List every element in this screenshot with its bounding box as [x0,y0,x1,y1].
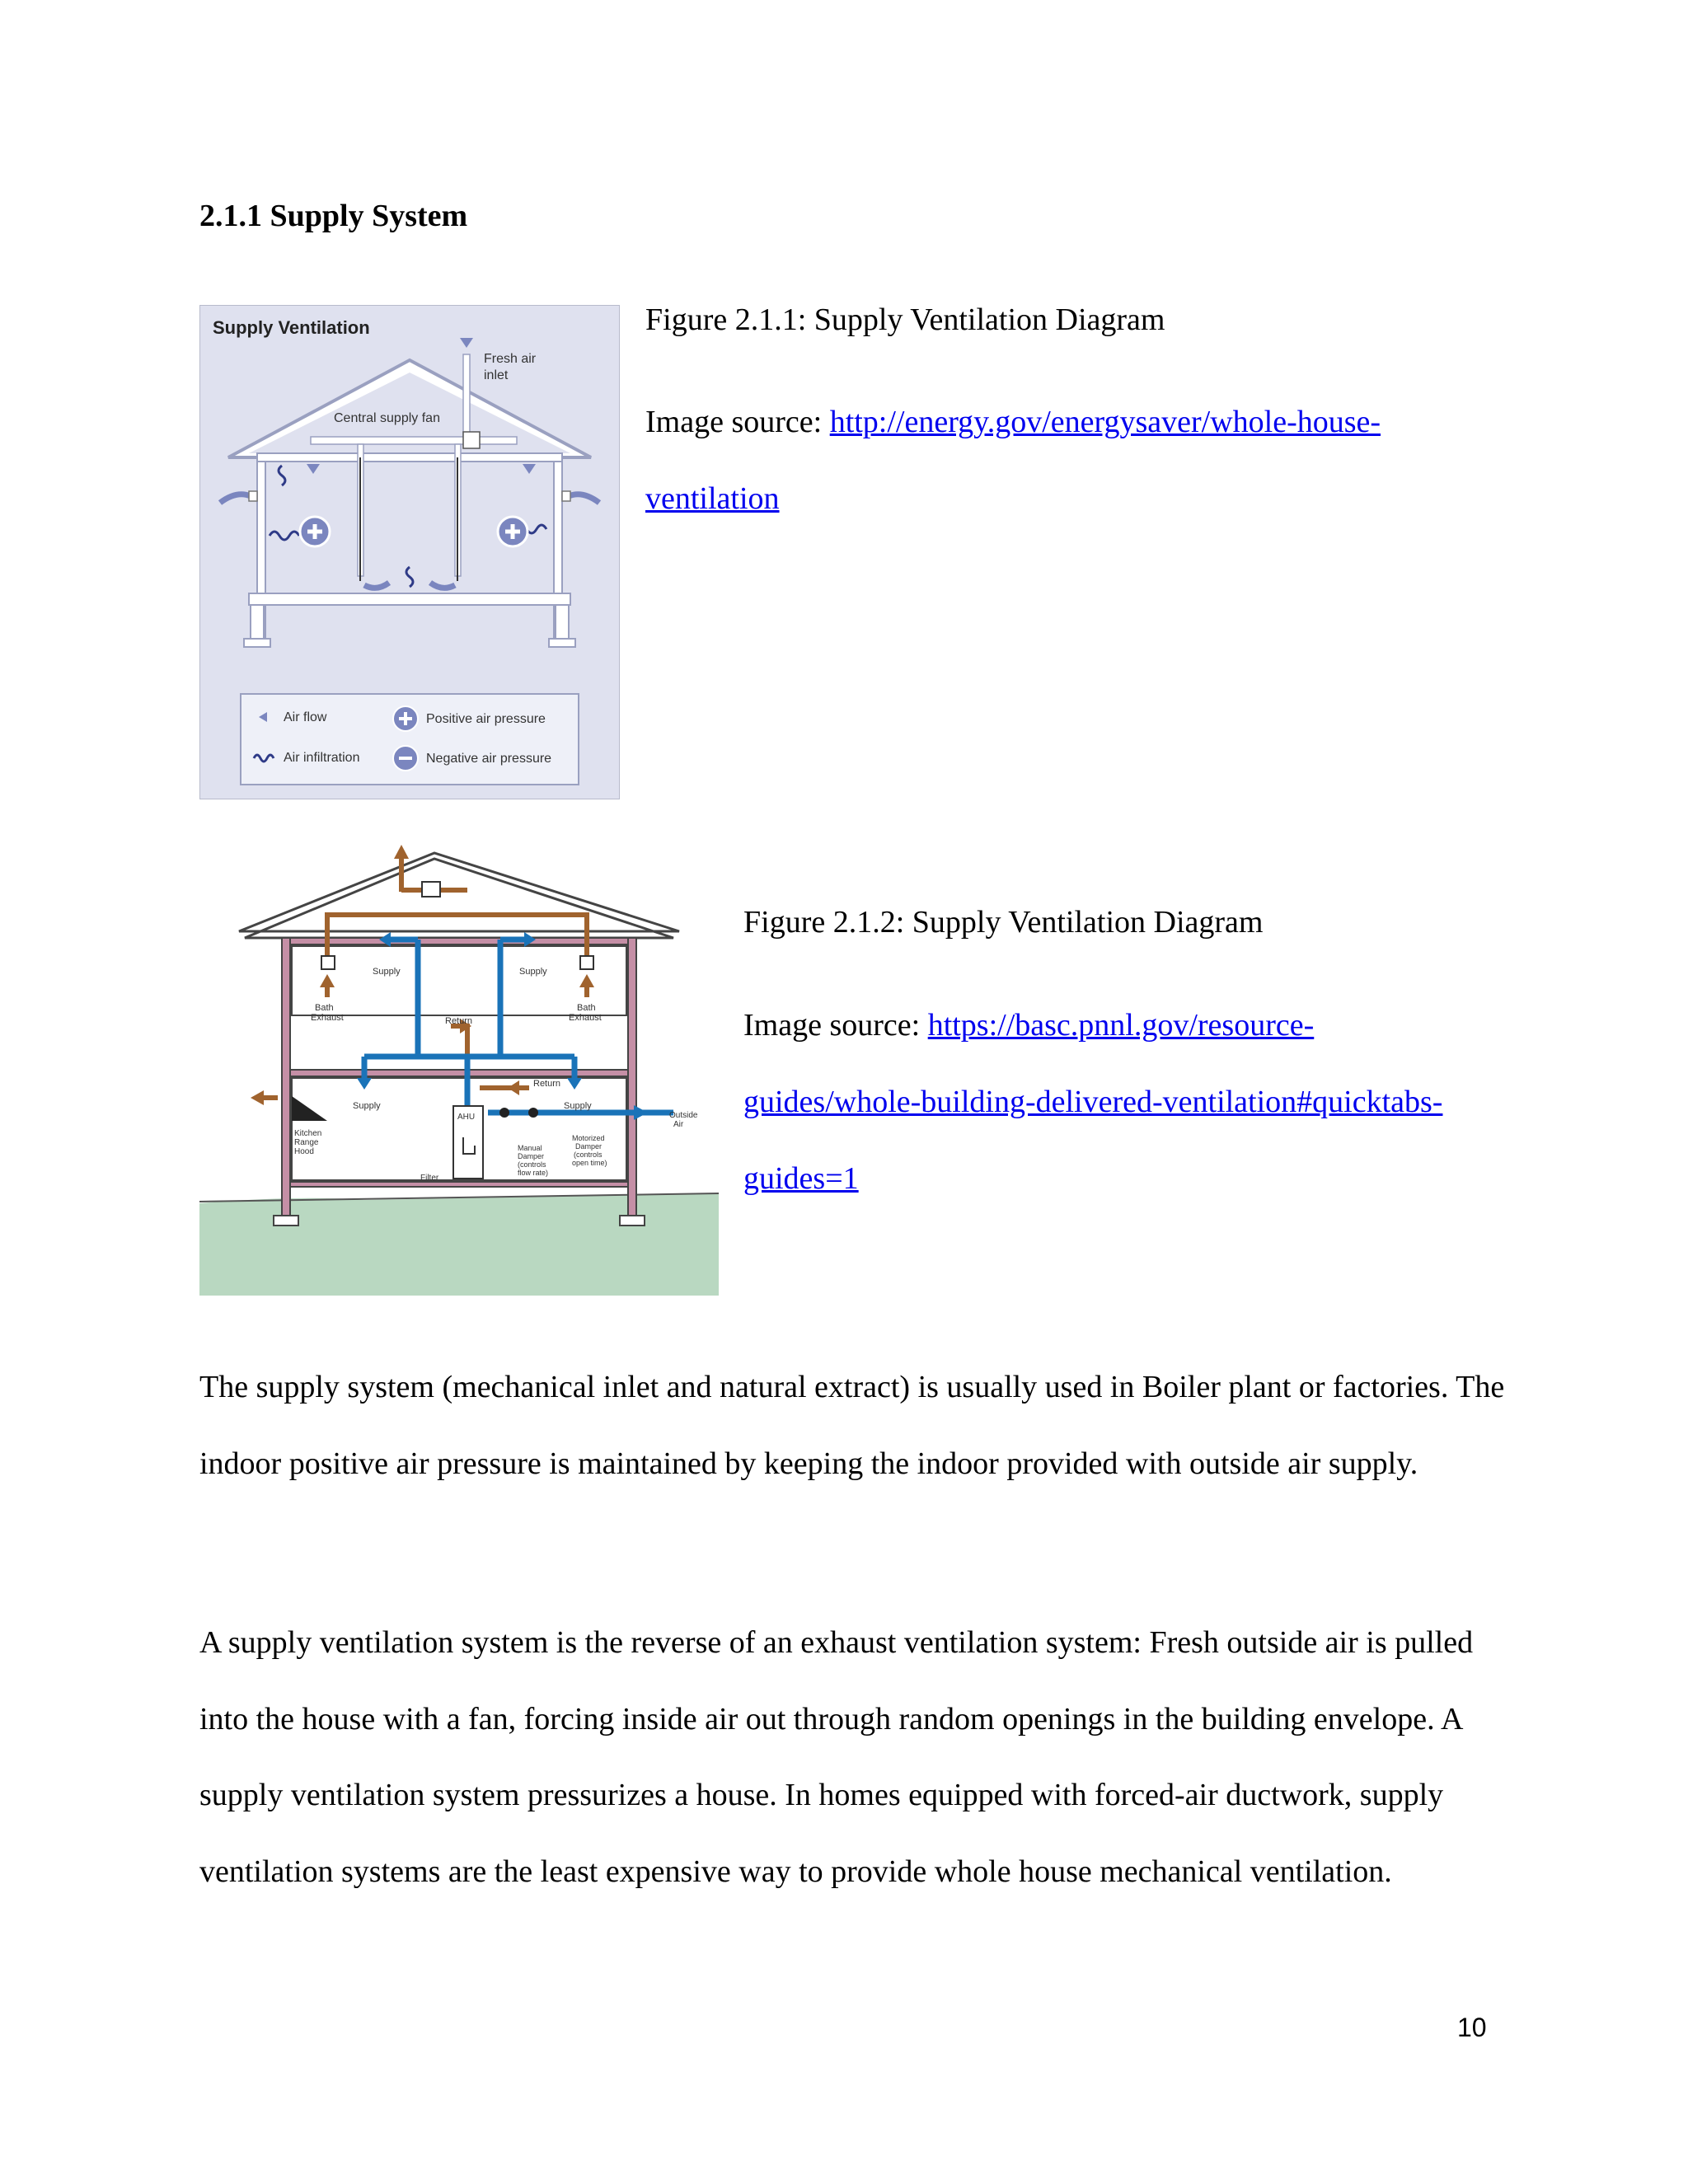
diagram1-title: Supply Ventilation [213,317,370,338]
label-outside-1: Outside [669,1111,698,1120]
figure-2-source-cont-2 [743,1160,859,1198]
figure-1-source-link[interactable]: http://energy.gov/energysaver/whole-house- [829,405,1381,439]
label-motor-2: Damper [575,1142,603,1151]
label-manual-4: flow rate) [518,1169,549,1177]
label-supply-right: Supply [519,967,547,977]
paragraph-2-text: A supply ventilation system is the reverse of an exhaust ventilation system: Fresh outside air is pulled into the house with a fan, forcing inside air out through random openings in the building envelope. A supply ventilation system pressurizes a house. In homes equipped with forced-air ductwork, supply ventilation systems are the least expensive way to provide whole house mechanical ventilation. [199,1625,1474,1889]
fresh-air-label-1: Fresh air [484,352,537,366]
label-motor-4: open time) [572,1159,607,1167]
label-ahu: AHU [457,1113,476,1122]
legend-negative: Negative air pressure [426,752,552,766]
label-manual-2: Damper [518,1152,545,1160]
page-number: 10 [1457,2013,1487,2042]
label-manual-3: (controls [518,1160,546,1169]
figure-2-source-link[interactable]: https://basc.pnnl.gov/resource- [927,1008,1315,1043]
figure-1-caption: Figure 2.1.1: Supply Ventilation Diagram [645,302,1165,337]
label-filter: Filter [420,1174,439,1183]
label-outside-2: Air [673,1120,684,1129]
legend-air-flow: Air flow [284,710,327,724]
label-exhaust-left: Exhaust [311,1013,344,1023]
figure-2-source-label: Image source: [743,1008,928,1043]
legend-positive: Positive air pressure [426,712,546,726]
figure-1-source [645,404,1381,442]
label-kitchen-3: Hood [294,1147,314,1156]
supply-ventilation-diagram-1 [199,305,620,799]
paragraph-2 [199,1605,1518,1910]
figure-1-source-label: Image source: [645,405,830,439]
figure-1-source-link-cont[interactable]: ventilation [645,481,780,516]
section-heading: 2.1.1 Supply System [199,199,468,233]
central-fan-label: Central supply fan [334,411,440,425]
figure-2-source-cont-1 [743,1084,1442,1122]
label-kitchen-1: Kitchen [294,1129,322,1138]
figure-2-source-link-cont-1[interactable]: guides/whole-building-delivered-ventilation#quicktabs- [743,1085,1443,1119]
label-supply-lower-right: Supply [564,1101,592,1111]
label-kitchen-2: Range [294,1138,319,1147]
figure-2-source-link-cont-2[interactable]: guides=1 [743,1161,859,1196]
label-manual-1: Manual [518,1144,542,1152]
label-return-lower: Return [533,1079,561,1089]
label-motor-3: (controls [574,1151,603,1159]
figure-1-source-cont [645,480,780,518]
figure-2-caption: Figure 2.1.2: Supply Ventilation Diagram [743,905,1264,940]
label-return-upper: Return [445,1016,473,1026]
label-supply-left: Supply [373,967,401,977]
legend-air-infiltration: Air infiltration [284,751,360,765]
label-bath-left: Bath [315,1003,334,1013]
figure-2-source [743,1007,1314,1045]
paragraph-1-text: The supply system (mechanical inlet and natural extract) is usually used in Boiler plant or factories. The indoor positive air pressure is maintained by keeping the indoor provided with outside air supply. [199,1370,1505,1481]
fresh-air-label-2: inlet [484,368,509,382]
label-supply-lower-left: Supply [353,1101,381,1111]
supply-ventilation-diagram-2 [199,841,719,1296]
label-bath-right: Bath [577,1003,596,1013]
label-motor-1: Motorized [572,1134,605,1142]
label-exhaust-right: Exhaust [569,1013,602,1023]
paragraph-1 [199,1349,1518,1502]
